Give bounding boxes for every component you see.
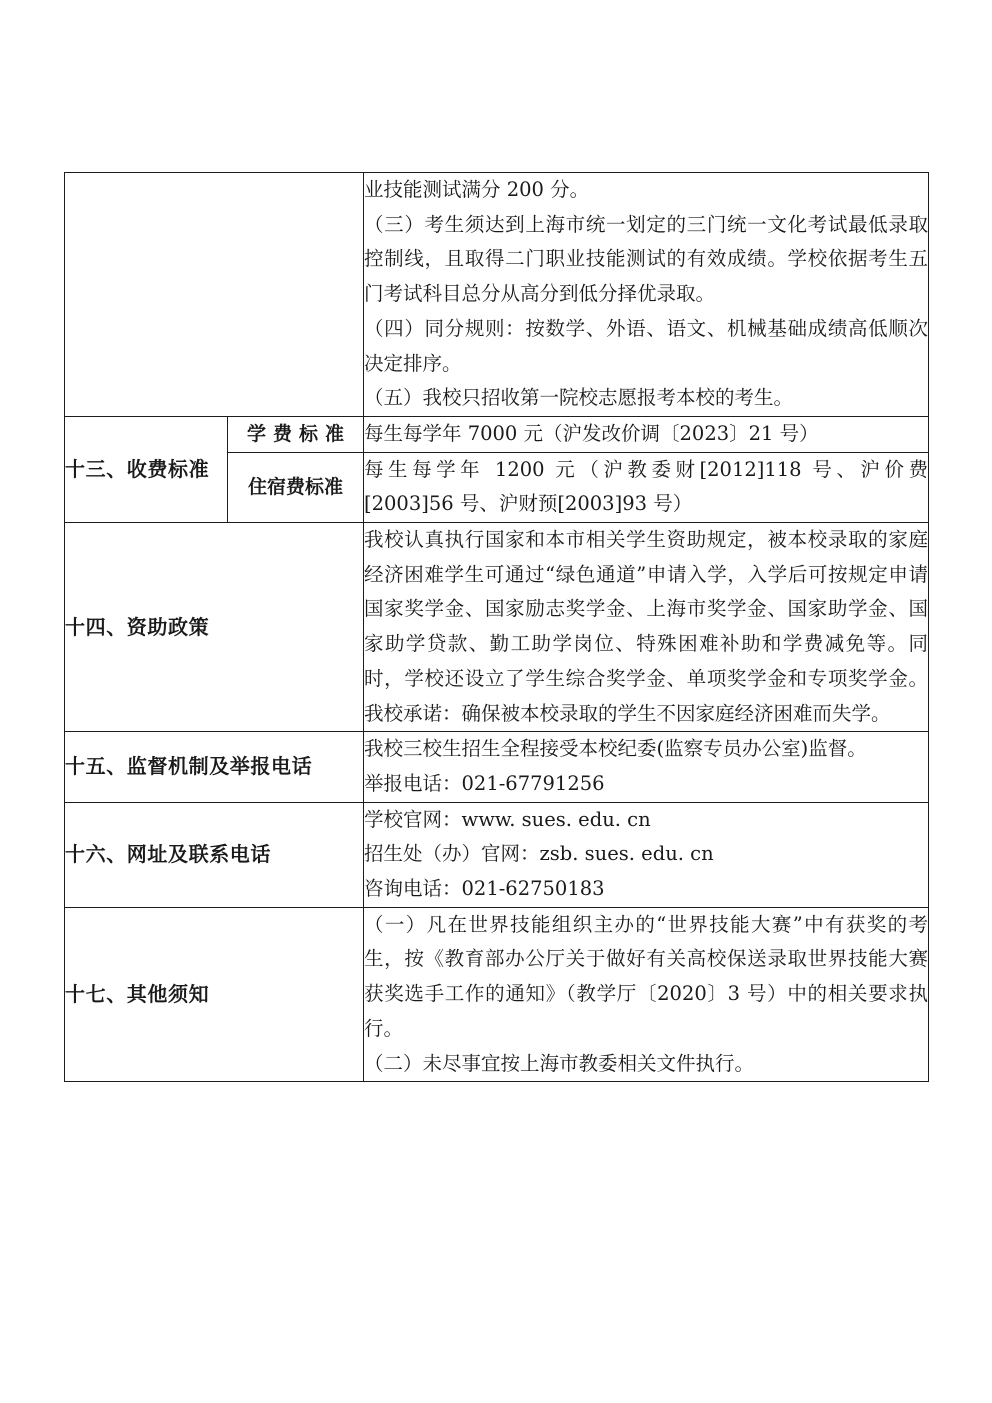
table-row — [65, 732, 929, 802]
paragraph: 每生每学年 1200 元（沪教委财[2012]118 号、沪价费[2003]56 号、沪财预[2003]93 号） — [364, 457, 928, 516]
paragraph: （五）我校只招收第一院校志愿报考本校的考生。 — [364, 386, 794, 410]
sub-label-lodging: 住宿费标准 — [228, 452, 364, 522]
paragraph: 学校官网：www. sues. edu. cn — [364, 807, 651, 831]
row-content-website — [364, 802, 929, 907]
paragraph: 我校三校生招生全程接受本校纪委(监察专员办公室)监督。 — [364, 737, 867, 761]
table-row — [65, 523, 929, 732]
row-content-other — [364, 907, 929, 1082]
paragraph: 招生处（办）官网：zsb. sues. edu. cn — [364, 842, 714, 866]
row-label-fees: 十三、收费标准 — [65, 416, 228, 522]
table-row — [65, 907, 929, 1082]
paragraph: 业技能测试满分 200 分。 — [364, 178, 590, 201]
row-content-lodging — [364, 452, 929, 522]
paragraph: 举报电话：021-67791256 — [364, 771, 605, 795]
row-label-empty — [65, 173, 364, 417]
paragraph: 每生每学年 7000 元（沪发改价调〔2023〕21 号） — [364, 421, 819, 445]
paragraph: （四）同分规则：按数学、外语、语文、机械基础成绩高低顺次决定排序。 — [364, 316, 928, 375]
paragraph: 咨询电话：021-62750183 — [364, 877, 605, 901]
table-row — [65, 416, 929, 452]
sub-label-tuition: 学费标准 — [228, 416, 364, 452]
paragraph: （二）未尽事宜按上海市教委相关文件执行。 — [364, 1051, 755, 1075]
row-label-supervision: 十五、监督机制及举报电话 — [65, 732, 364, 802]
paragraph: 我校认真执行国家和本市相关学生资助规定，被本校录取的家庭经济困难学生可通过“绿色通道”申请入学，入学后可按规定申请国家奖学金、国家励志奖学金、上海市奖学金、国家助学金、国家助学贷款、勤工助学岗位、特殊困难补助和学费减免等。同时，学校还设立了学生综合奖学金、单项奖学金和专项奖学金。我校承诺：确保被本校录取的学生不因家庭经济困难而失学。 — [364, 528, 928, 725]
paragraph: （三）考生须达到上海市统一划定的三门统一文化考试最低录取控制线，且取得二门职业技能测试的有效成绩。学校依据考生五门考试科目总分从高分到低分择优录取。 — [364, 212, 928, 306]
paragraph: （一）凡在世界技能组织主办的“世界技能大赛”中有获奖的考生，按《教育部办公厅关于做好有关高校保送录取世界技能大赛获奖选手工作的通知》（教学厅〔2020〕3 号）中的相关要求执行。 — [364, 912, 928, 1040]
regulation-table — [64, 172, 929, 1082]
table-row — [65, 802, 929, 907]
row-content-continued — [364, 173, 929, 417]
row-label-website: 十六、网址及联系电话 — [65, 802, 364, 907]
row-content-tuition — [364, 416, 929, 452]
table-row — [65, 173, 929, 417]
row-content-funding — [364, 523, 929, 732]
row-content-supervision — [364, 732, 929, 802]
row-label-funding: 十四、资助政策 — [65, 523, 364, 732]
row-label-other: 十七、其他须知 — [65, 907, 364, 1082]
